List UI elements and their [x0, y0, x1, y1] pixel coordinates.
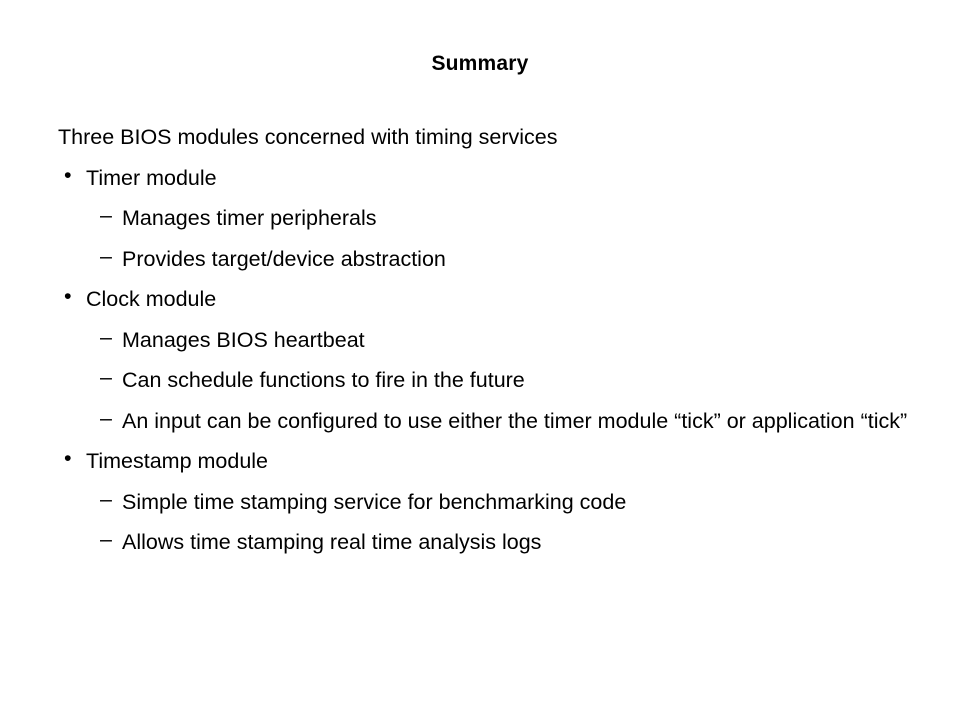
dash-icon: –	[100, 243, 112, 268]
dash-icon: –	[100, 486, 112, 511]
dash-icon: –	[100, 203, 112, 228]
body-line-text: An input can be configured to use either the timer module “tick” or application “tick”	[122, 408, 908, 433]
body-line	[58, 124, 908, 152]
bullet-icon: •	[64, 162, 72, 187]
body-line-text: Timer module	[86, 165, 217, 190]
body-line	[58, 448, 908, 476]
bullet-icon: •	[64, 284, 72, 309]
body-line	[58, 486, 908, 517]
body-line-text: Allows time stamping real time analysis logs	[122, 530, 542, 555]
body-line	[58, 324, 908, 355]
dash-icon: –	[100, 324, 112, 349]
bullet-icon: •	[64, 446, 72, 471]
body-line-text: Manages BIOS heartbeat	[122, 327, 365, 352]
body-line-text: Timestamp module	[86, 449, 269, 474]
body-line-text: Three BIOS modules concerned with timing services	[58, 125, 558, 149]
body-line-text: Can schedule functions to fire in the future	[122, 368, 525, 393]
dash-icon: –	[100, 365, 112, 390]
body-line	[58, 405, 908, 436]
body-line-text: Provides target/device abstraction	[122, 246, 446, 271]
dash-icon: –	[100, 527, 112, 552]
slide-body	[58, 124, 908, 570]
body-line	[58, 205, 908, 233]
body-line	[58, 529, 908, 557]
body-line	[58, 243, 908, 274]
page-title: Summary	[431, 52, 529, 75]
dash-icon: –	[100, 405, 112, 430]
body-line-text: Simple time stamping service for benchmarking code	[122, 489, 627, 514]
body-line	[58, 286, 908, 314]
body-line	[58, 367, 908, 395]
body-line	[58, 162, 908, 193]
body-line-text: Clock module	[86, 287, 217, 312]
body-line-text: Manages timer peripherals	[122, 206, 377, 231]
